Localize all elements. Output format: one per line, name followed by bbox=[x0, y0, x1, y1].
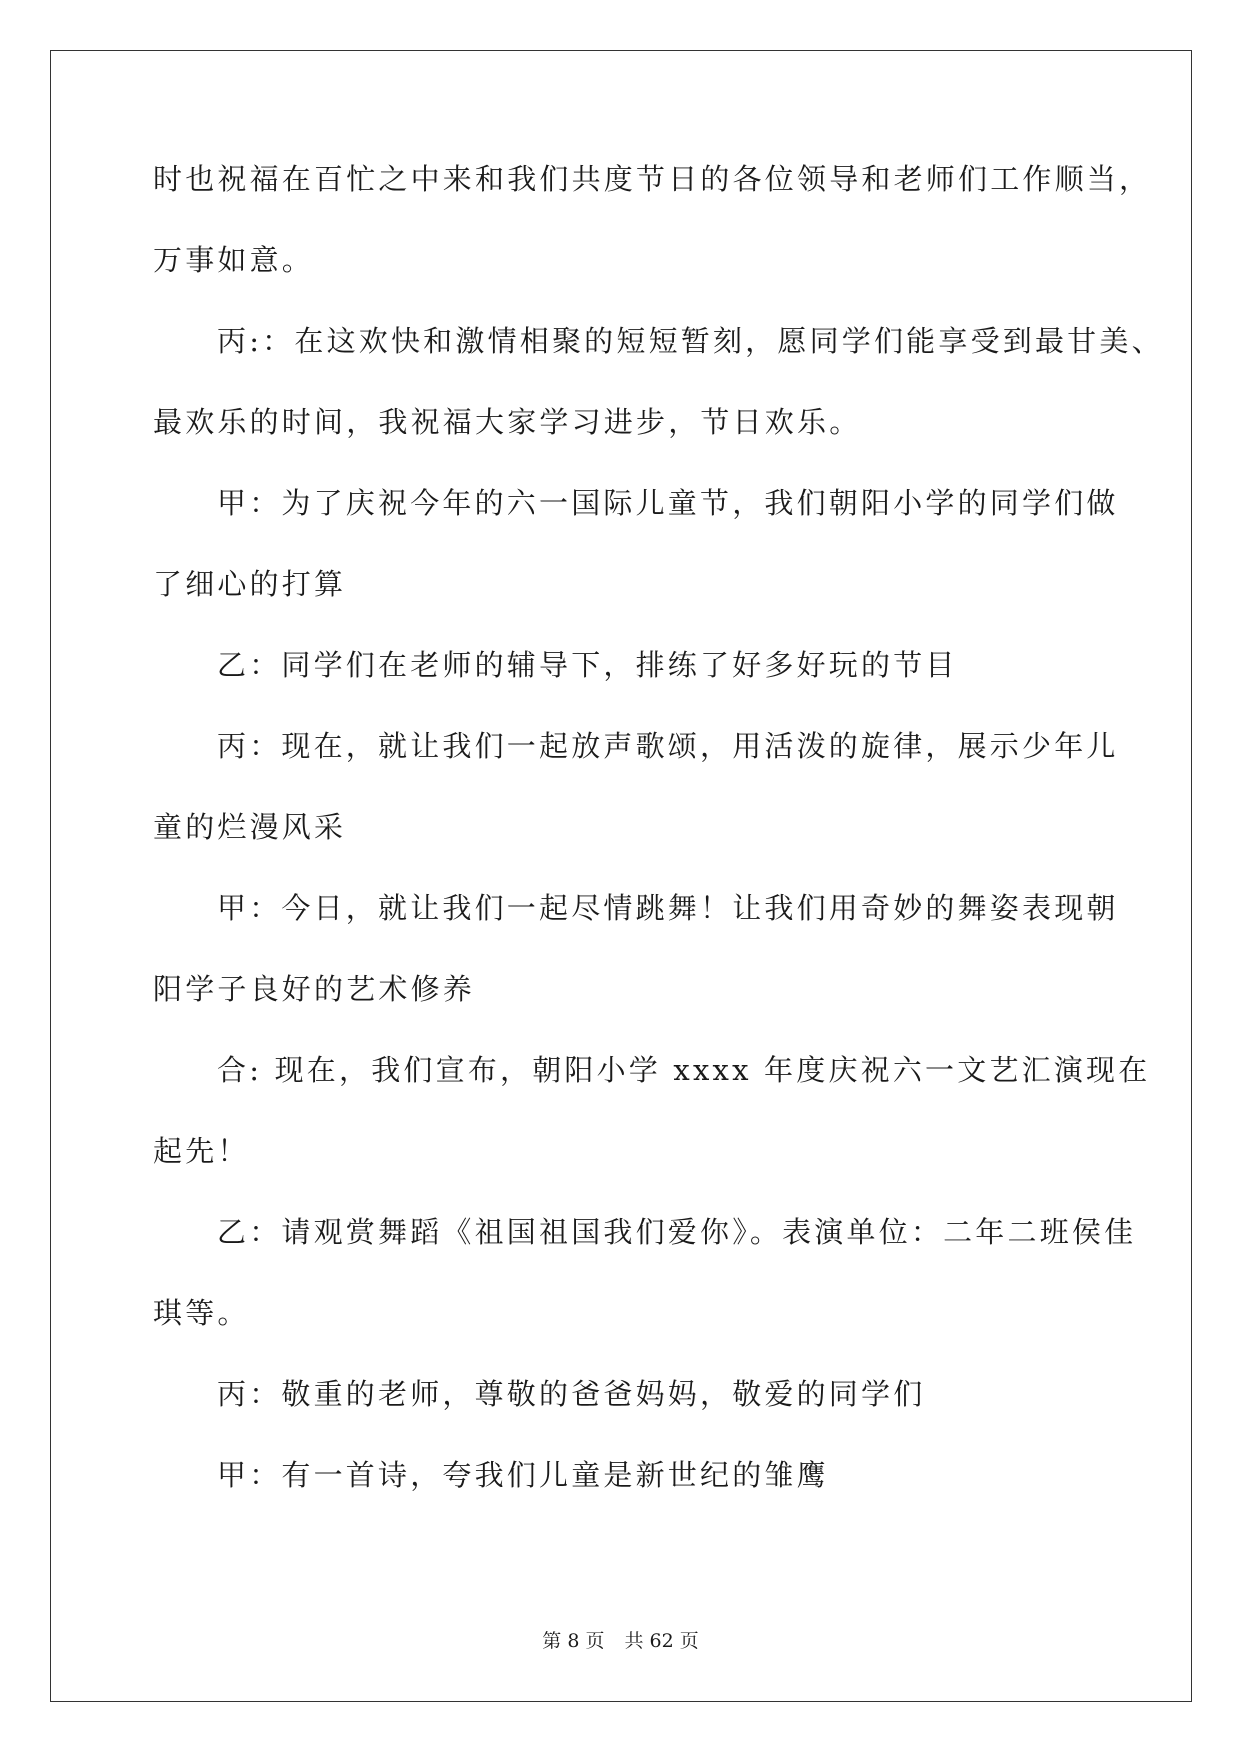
text-line: 乙：请观赏舞蹈《祖国祖国我们爱你》。表演单位：二年二班侯佳 bbox=[217, 1215, 1137, 1249]
page-total: 共 62 页 bbox=[624, 1630, 699, 1652]
document-body bbox=[153, 155, 1164, 1532]
text-line: 了细心的打算 bbox=[153, 567, 347, 601]
page-number: 第 8 页 bbox=[542, 1630, 605, 1652]
text-line: 丙:：在这欢快和激情相聚的短短暂刻，愿同学们能享受到最甘美、 bbox=[217, 324, 1164, 358]
text-line: 合: 现在，我们宣布，朝阳小学 xxxx 年度庆祝六一文艺汇演现在 bbox=[217, 1053, 1151, 1087]
text-line: 甲：今日，就让我们一起尽情跳舞！让我们用奇妙的舞姿表现朝 bbox=[217, 891, 1119, 925]
text-line: 万事如意。 bbox=[153, 243, 315, 277]
text-line: 最欢乐的时间，我祝福大家学习进步，节日欢乐。 bbox=[153, 405, 862, 439]
text-line: 阳学子良好的艺术修养 bbox=[153, 972, 476, 1006]
text-line: 甲：有一首诗，夸我们儿童是新世纪的雏鹰 bbox=[217, 1458, 829, 1492]
text-line: 童的烂漫风采 bbox=[153, 810, 347, 844]
text-line: 起先！ bbox=[153, 1134, 250, 1168]
text-line: 乙：同学们在老师的辅导下，排练了好多好玩的节目 bbox=[217, 648, 958, 682]
text-line: 琪等。 bbox=[153, 1296, 250, 1330]
text-line: 丙：现在，就让我们一起放声歌颂，用活泼的旋律，展示少年儿 bbox=[217, 729, 1119, 763]
text-line: 丙：敬重的老师，尊敬的爸爸妈妈，敬爱的同学们 bbox=[217, 1377, 926, 1411]
text-line: 甲：为了庆祝今年的六一国际儿童节，我们朝阳小学的同学们做 bbox=[217, 486, 1119, 520]
page-footer bbox=[0, 1629, 1241, 1653]
text-line: 时也祝福在百忙之中来和我们共度节日的各位领导和老师们工作顺当， bbox=[153, 162, 1152, 196]
